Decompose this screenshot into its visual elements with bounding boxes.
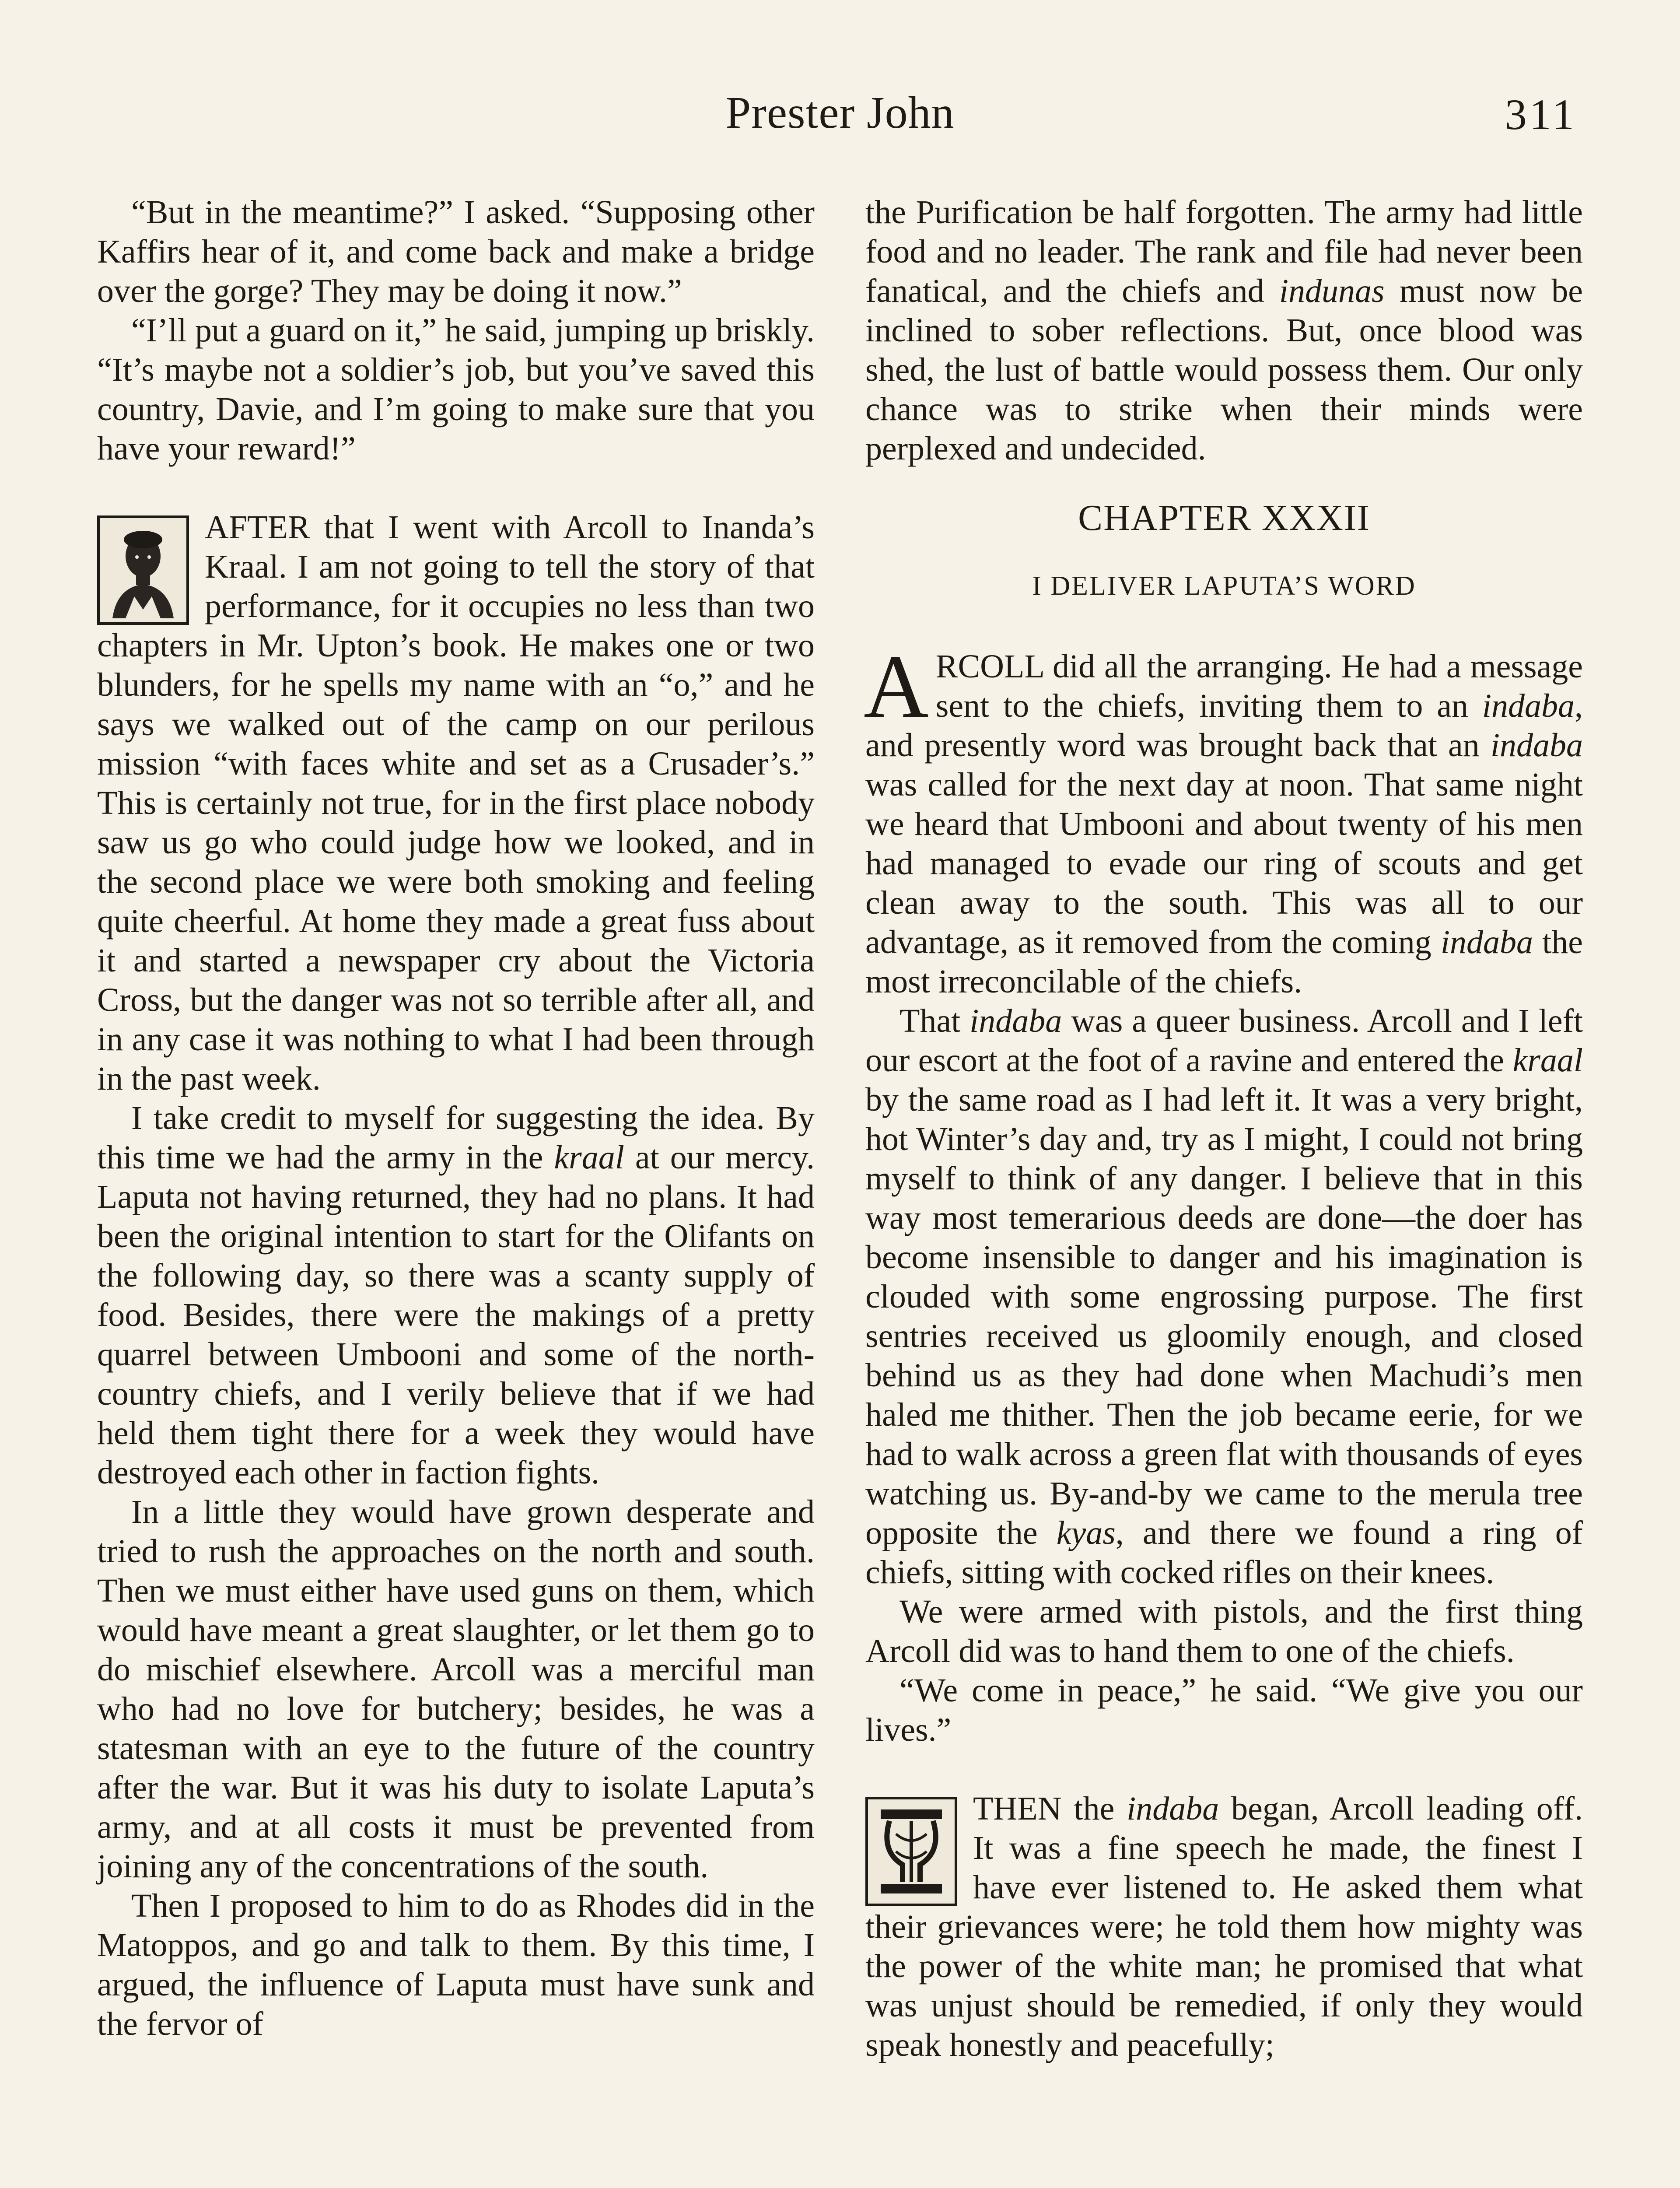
italic-term: kyas [1056,1515,1116,1551]
chapter-title: CHAPTER XXXII [1078,498,1370,538]
paragraph: AFTER that I went with Arcoll to Inanda’s Kraal. I am not going to tell the story of that performance, for it occupies no less than two chapters in Mr. Upton’s book. He makes one or two blunders, for he spells my name with an “o,” and he says we walked out of the camp on our perilous mission “with faces white and set as a Crusader’s.” This is certainly not true, for in the first place nobody saw us go who could judge how we looked, and in the second place we were both smoking and feeling quite cheerful. At home they made a great fuss about it and started a newspaper cry about the Victoria Cross, but the danger was not so terrible after all, and in any case it was nothing to what I had been through in the past week. [97,509,815,1097]
text-run: was a queer business. Arcoll and I left our escort at the foot of a ravine and entered the [865,1003,1583,1079]
lyre-ornament-icon [865,1797,957,1906]
italic-term: kraal [1512,1042,1583,1079]
lyre-icon [872,1803,951,1900]
left-column [97,193,815,2044]
text-run: the Purification be half forgotten. The army had little food and no leader. The rank and file had never been fanatical, and the chiefs and [865,194,1583,309]
italic-term: indaba [1127,1790,1219,1827]
text-run: , and presently word was brought back that an [865,687,1583,764]
paragraph: In a little they would have grown desperate and tried to rush the approaches on the north and south. Then we must either have used guns on them, which would have meant a great slaughter, or let them go to do mischief elsewhere. Arcoll was a merciful man who had no love for butchery; besides, he was a statesman with an eye to the future of the country after the war. But it was his duty to isolate Laputa’s army, and at all costs it must be prevented from joining any of the concentrations of the south. [97,1494,815,1885]
paragraph: “We come in peace,” he said. “We give you our lives.” [865,1672,1583,1748]
italic-term: indaba [1482,687,1575,724]
paragraph [865,193,1583,468]
text-run: at our mercy. Laputa not having returned, they had no plans. It had been the original intention to start for the Olifants on the following day, so there was a scanty supply of food. Besides, there were the makings of a pretty quarrel between Umbooni and some of the north-country chiefs, and I verily believe that if we had held them tight there for a week they would have destroyed each other in faction fights. [97,1139,815,1491]
paragraph [864,636,1583,1001]
italic-term: indaba [970,1003,1062,1039]
page-number: 311 [1505,90,1577,139]
text-run: by the same road as I had left it. It was a very bright, hot Winter’s day and, try as I might, I could not bring myself to think of any danger. I believe that in this way most temerarious deeds are done—the doer has become insensible to danger and his imagination is clouded with some engrossing purpose. The first sentries received us gloomily enough, and closed behind us as they had done when Machudi’s men haled me thither. Then the job became eerie, for we had to walk across a green flat with thousands of eyes watching us. By-and-by we came to the merula tree opposite the [865,1081,1583,1551]
text-run: the most irreconcilable of the chiefs. [865,924,1583,1000]
portrait-ornament-icon [97,515,189,625]
section-start [97,508,815,1098]
text-run: RCOLL did all the arranging. He had a message sent to the chiefs, inviting them to an [935,648,1583,724]
text-run: began, Arcoll leading off. It was a fine speech he made, the finest I have ever listened to. He asked them what their grievances were; he told them how mighty was the power of the white man; he promised that what was unjust should be remedied, if only they would speak honestly and peacefully; [865,1790,1583,2063]
paragraph [97,1098,815,1492]
paragraph [865,1789,1583,2065]
right-column [865,193,1583,2065]
italic-term: kraal [554,1139,624,1176]
italic-term: indaba [1490,727,1583,764]
italic-term: indaba [1440,924,1533,961]
paragraph: We were armed with pistols, and the first thing Arcoll did was to hand them to one of the chiefs. [865,1593,1583,1669]
paragraph: Then I proposed to him to do as Rhodes did in the Matoppos, and go and talk to them. By this time, I argued, the influence of Laputa must have sunk and the fervor of [97,1887,815,2042]
text-run: , and there we found a ring of chiefs, sitting with cocked rifles on their knees. [865,1515,1583,1591]
text-run: THEN the [973,1790,1127,1827]
text-run: I take credit to myself for suggesting the idea. By this time we had the army in the [97,1100,815,1176]
chapter-subtitle: I DELIVER LAPUTA’S WORD [1032,571,1416,601]
paragraph: “I’ll put a guard on it,” he said, jumping up briskly. “It’s maybe not a soldier’s job, but you’ve saved this country, Davie, and I’m going to make sure that you have your reward!” [97,312,815,467]
text-run: That [900,1003,970,1039]
italic-term: indunas [1279,273,1385,309]
portrait-icon [104,522,182,618]
section-gap [865,1750,1583,1789]
text-run: must now be inclined to sober reflections. But, once blood was shed, the lust of battle would possess them. Our only chance was to strike when their minds were perplexed and undecided. [865,273,1583,467]
section-gap [97,468,815,508]
drop-cap: A [864,636,929,736]
paragraph: “But in the meantime?” I asked. “Supposing other Kaffirs hear of it, and come back and make a bridge over the gorge? They may be doing it now.” [97,194,815,309]
section-start [865,1789,1583,2065]
running-head [0,78,1680,144]
text-run: was called for the next day at noon. That same night we heard that Umbooni and about twenty of his men had managed to evade our ring of scouts and get clean away to the south. This was all to our advantage, as it removed from the coming [865,766,1583,961]
running-title: Prester John [725,88,955,138]
paragraph [865,1001,1583,1592]
